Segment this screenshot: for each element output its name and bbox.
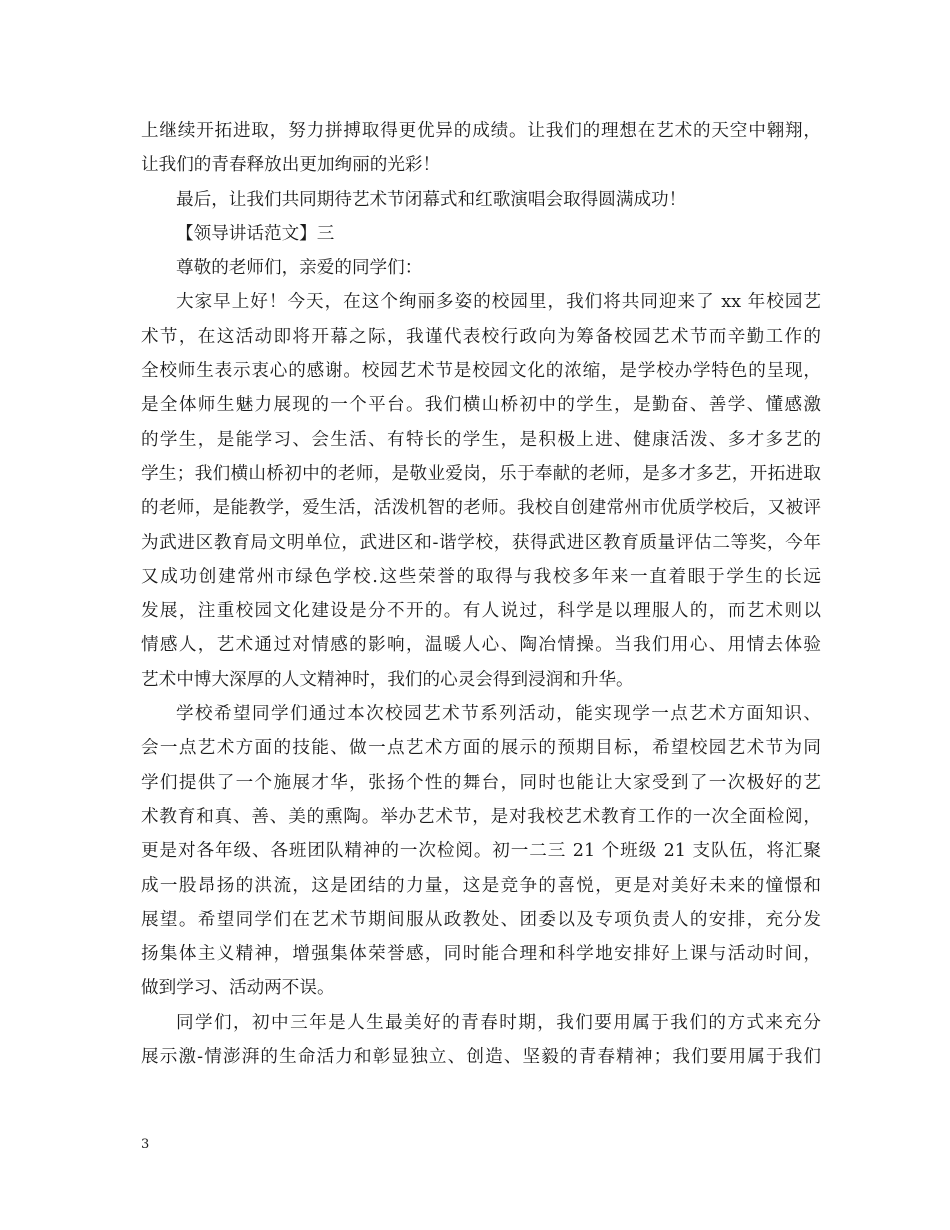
- text-line: 更是对各年级、各班团队精神的一次检阅。初一二三 21 个班级 21 支队伍，将汇聚: [141, 841, 821, 862]
- text-line: 的学生，是能学习、会生活、有特长的学生，是积极上进、健康活泼、多才多艺的: [141, 429, 821, 450]
- text-line: 最后，让我们共同期待艺术节闭幕式和红歌演唱会取得圆满成功！: [176, 189, 687, 210]
- text-line: 术节，在这活动即将开幕之际，我谨代表校行政向为筹备校园艺术节而辛勤工作的: [141, 326, 821, 347]
- text-line: 是全体师生魅力展现的一个平台。我们横山桥初中的学生，是勤奋、善学、懂感激: [141, 395, 821, 416]
- text-line: 发展，注重校园文化建设是分不开的。有人说过，科学是以理服人的，而艺术则以: [141, 601, 821, 622]
- text-line: 扬集体主义精神，增强集体荣誉感，同时能合理和科学地安排好上课与活动时间，: [141, 944, 821, 965]
- text-line: 会一点艺术方面的技能、做一点艺术方面的展示的预期目标，希望校园艺术节为同: [141, 738, 821, 759]
- text-line: 【领导讲话范文】三: [176, 223, 335, 244]
- text-line: 做到学习、活动两不误。: [141, 978, 335, 999]
- text-line: 的老师，是能教学，爱生活，活泼机智的老师。我校自创建常州市优质学校后，又被评: [141, 498, 821, 519]
- text-line: 艺术中博大深厚的人文精神时，我们的心灵会得到浸润和升华。: [141, 669, 634, 690]
- text-line: 学们提供了一个施展才华，张扬个性的舞台，同时也能让大家受到了一次极好的艺: [141, 772, 821, 793]
- text-line: 又成功创建常州市绿色学校.这些荣誉的取得与我校多年来一直着眼于学生的长远: [141, 566, 821, 587]
- text-line: 同学们，初中三年是人生最美好的青春时期，我们要用属于我们的方式来充分: [176, 1012, 821, 1033]
- text-line: 尊敬的老师们，亲爱的同学们：: [176, 258, 423, 279]
- body-text: [141, 114, 821, 1074]
- text-line: 让我们的青春释放出更加绚丽的光彩！: [141, 155, 441, 176]
- text-line: 大家早上好！今天，在这个绚丽多姿的校园里，我们将共同迎来了 xx 年校园艺: [176, 292, 821, 313]
- text-line: 术教育和真、善、美的熏陶。举办艺术节，是对我校艺术教育工作的一次全面检阅，: [141, 806, 821, 827]
- text-line: 为武进区教育局文明单位，武进区和-谐学校，获得武进区教育质量评估二等奖，今年: [141, 532, 821, 553]
- text-line: 展示激-情澎湃的生命活力和彰显独立、创造、坚毅的青春精神；我们要用属于我们: [141, 1047, 821, 1068]
- text-line: 学生；我们横山桥初中的老师，是敬业爱岗，乐于奉献的老师，是多才多艺，开拓进取: [141, 463, 821, 484]
- page-number: 3: [141, 1137, 150, 1152]
- text-line: 全校师生表示衷心的感谢。校园艺术节是校园文化的浓缩，是学校办学特色的呈现，: [141, 361, 821, 382]
- text-line: 展望。希望同学们在艺术节期间服从政教处、团委以及专项负责人的安排，充分发: [141, 909, 821, 930]
- text-line: 情感人，艺术通过对情感的影响，温暖人心、陶冶情操。当我们用心、用情去体验: [141, 635, 821, 656]
- text-line: 成一股昂扬的洪流，这是团结的力量，这是竞争的喜悦，更是对美好未来的憧憬和: [141, 875, 821, 896]
- text-line: 上继续开拓进取，努力拼搏取得更优异的成绩。让我们的理想在艺术的天空中翱翔，: [141, 121, 821, 141]
- text-line: 学校希望同学们通过本次校园艺术节系列活动，能实现学一点艺术方面知识、: [176, 704, 821, 725]
